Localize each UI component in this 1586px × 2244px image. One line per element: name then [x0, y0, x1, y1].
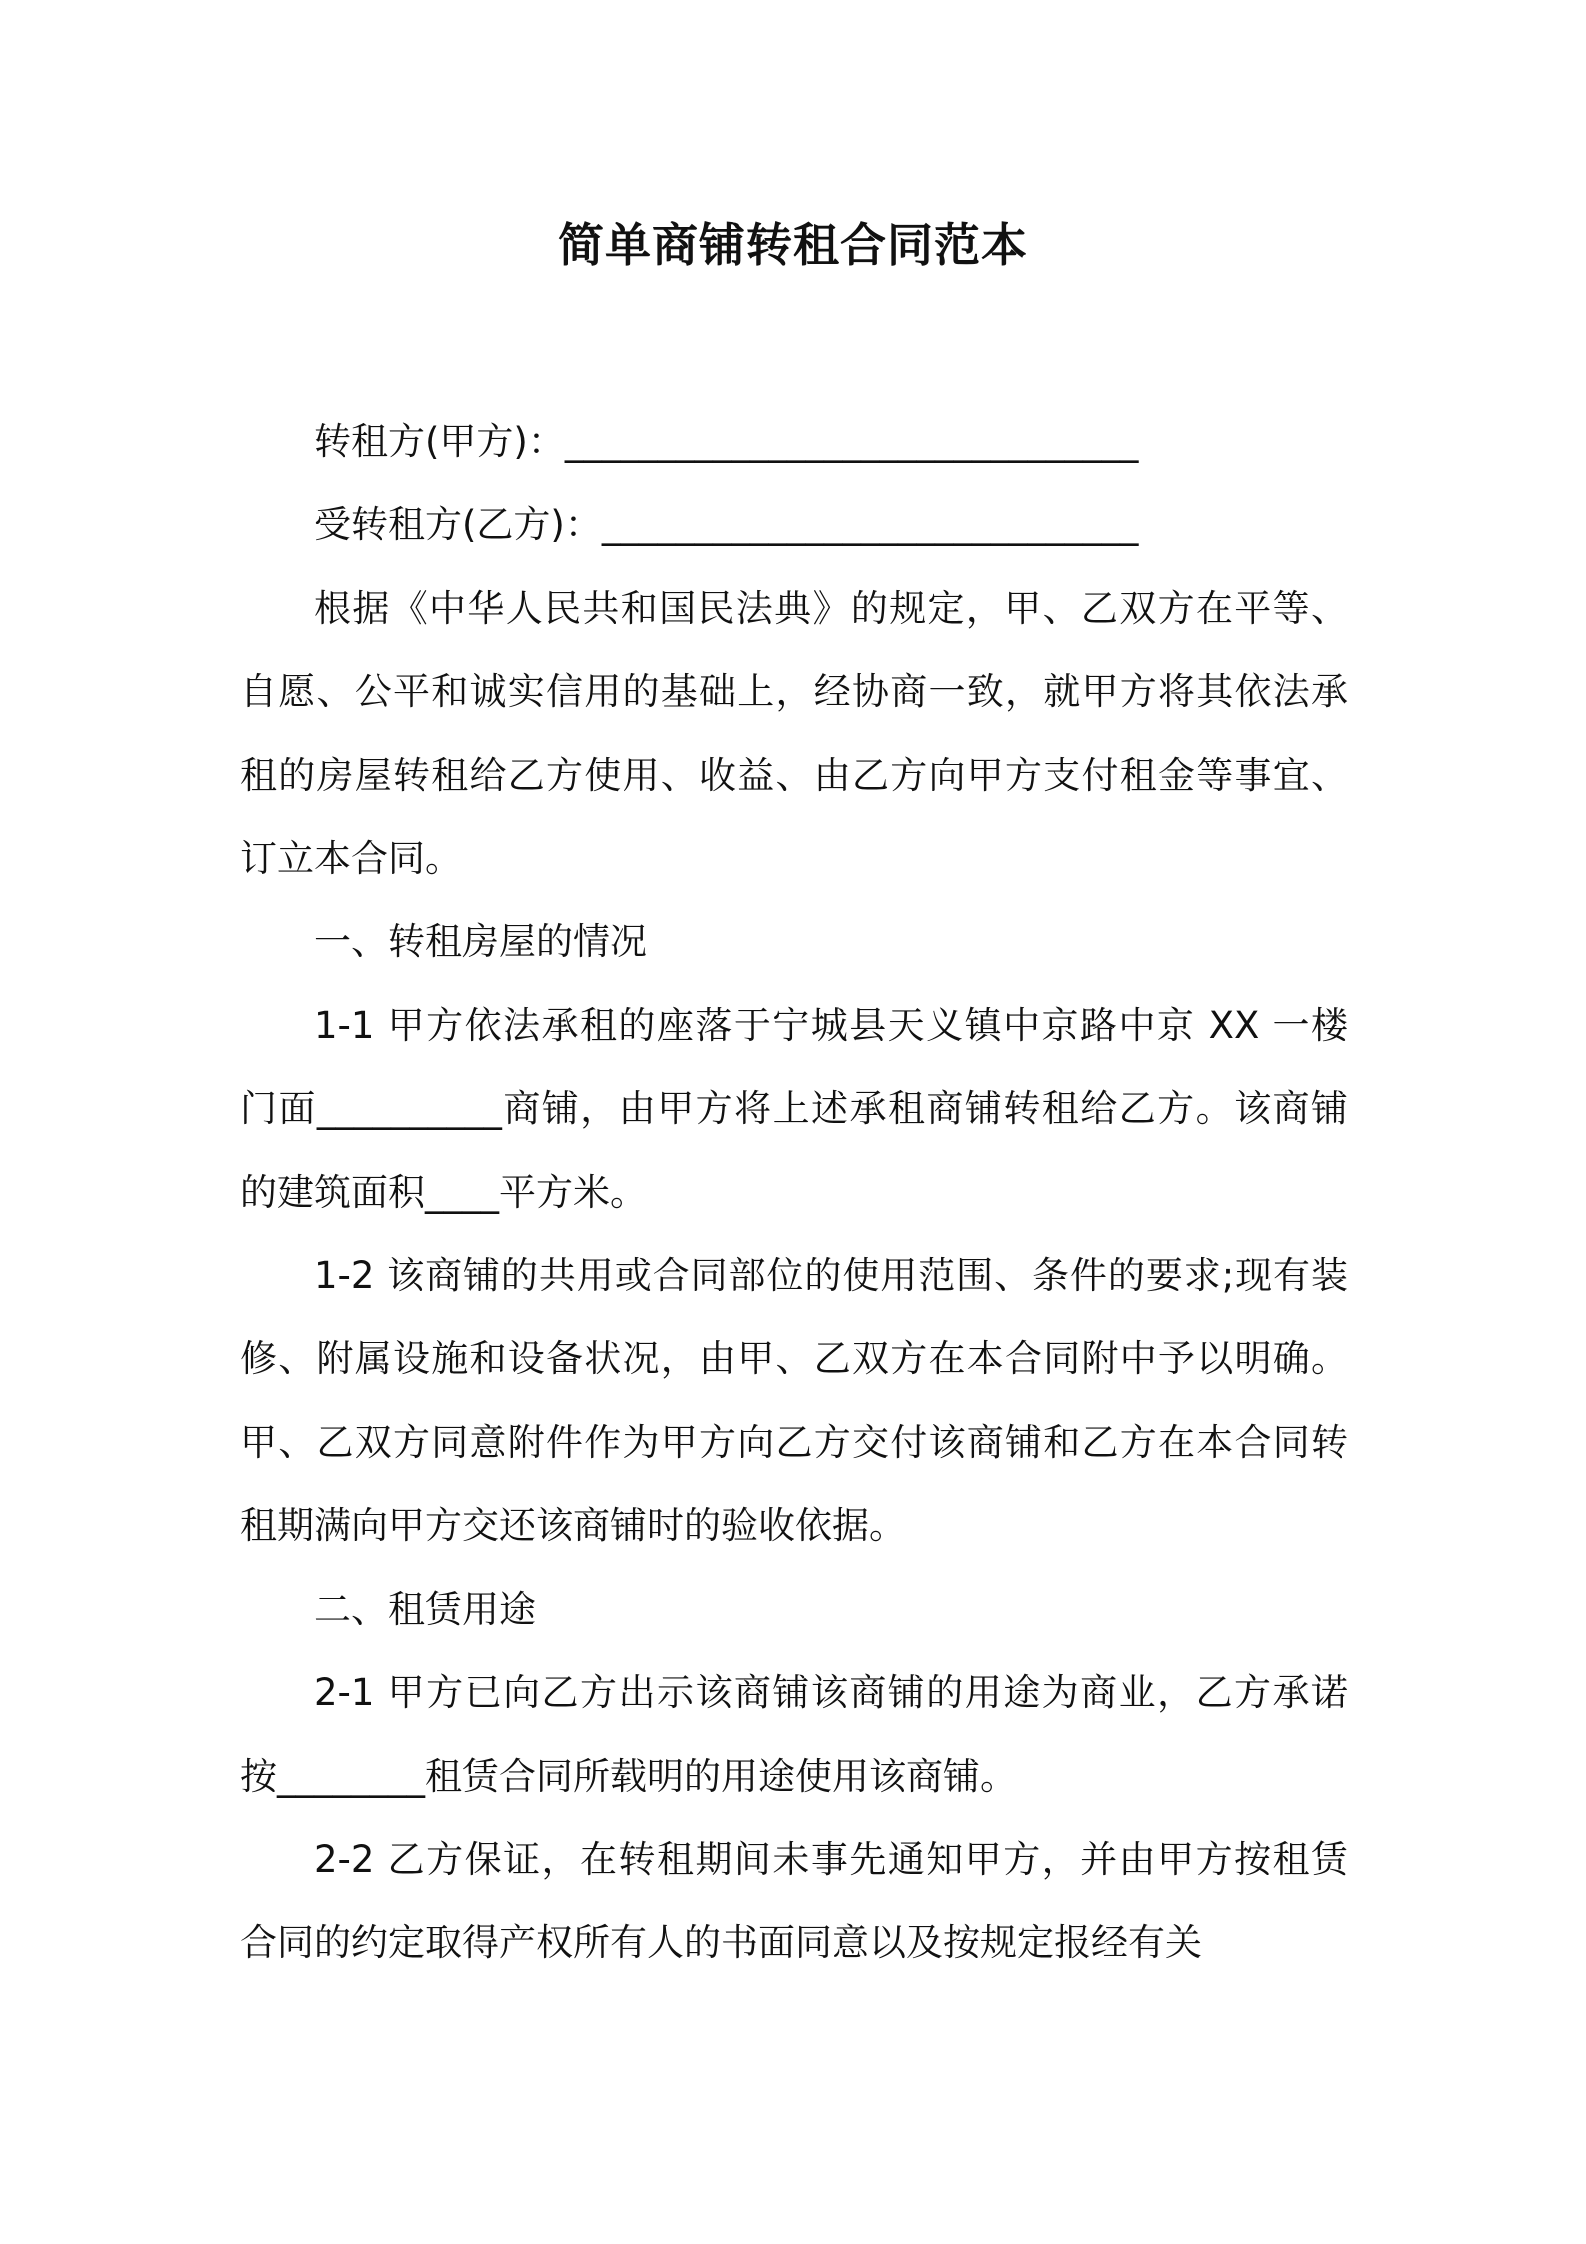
clause-2-2: 2-2 乙方保证，在转租期间未事先通知甲方，并由甲方按租赁合同的约定取得产权所有人的书面同意以及按规定报经有关 [240, 1837, 1348, 1965]
party-a-line: 转租方(甲方)：_______________________________ [314, 420, 1139, 463]
preamble-paragraph: 根据《中华人民共和国民法典》的规定，甲、乙双方在平等、自愿、公平和诚实信用的基础上，经协商一致，就甲方将其依法承租的房屋转租给乙方使用、收益、由乙方向甲方支付租金等事宜、订立本合同。 [240, 586, 1348, 881]
clause-1-2: 1-2 该商铺的共用或合同部位的使用范围、条件的要求;现有装修、附属设施和设备状况，由甲、乙双方在本合同附中予以明确。甲、乙双方同意附件作为甲方向乙方交付该商铺和乙方在本合同转租期满向甲方交还该商铺时的验收依据。 [240, 1254, 1348, 1548]
clause-2-1: 2-1 甲方已向乙方出示该商铺该商铺的用途为商业，乙方承诺按________租赁合同所载明的用途使用该商铺。 [240, 1671, 1348, 1798]
document-title: 简单商铺转租合同范本 [558, 218, 1028, 272]
section-heading-1: 一、转租房屋的情况 [314, 920, 647, 964]
clause-1-1: 1-1 甲方依法承租的座落于宁城县天义镇中京路中京 XX 一楼门面__________商铺，由甲方将上述承租商铺转租给乙方。该商铺的建筑面积____平方米。 [240, 1003, 1348, 1214]
section-heading-2: 二、租赁用途 [314, 1587, 536, 1631]
party-b-line: 受转租方(乙方)：_____________________________ [314, 503, 1139, 547]
document-body [240, 400, 1348, 1985]
